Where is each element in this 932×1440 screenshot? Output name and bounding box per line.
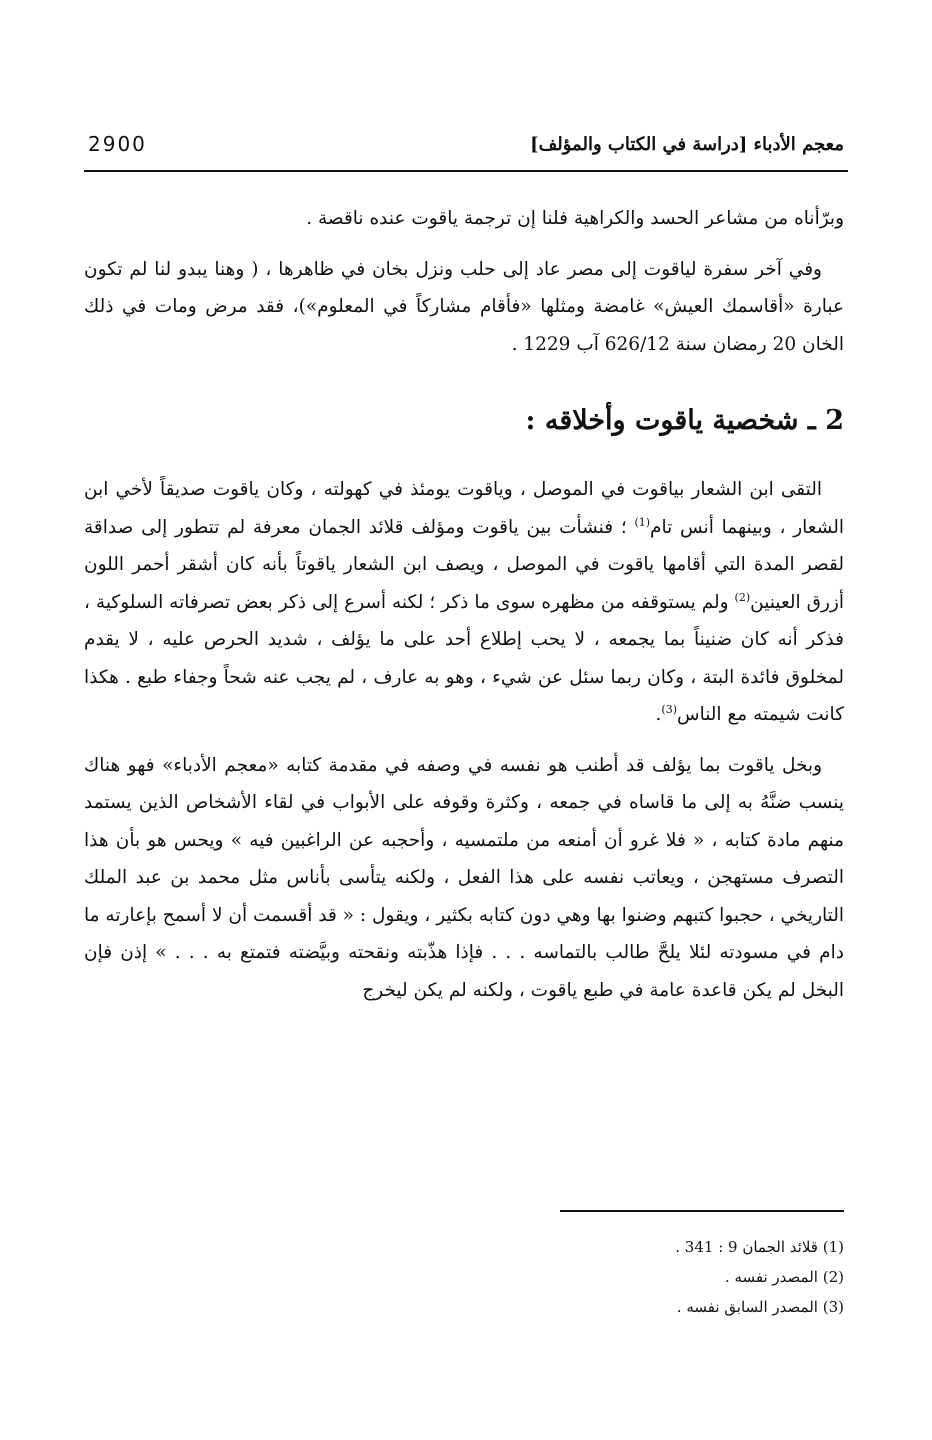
footnote-item: (1) قلائد الجمان 9 : 341 . xyxy=(675,1238,844,1256)
text-run: ولم يستوقفه من مظهره سوى ما ذكر ؛ لكنه أسرع إلى ذكر بعض تصرفاته السلوكية ، فذكر أنه كان ضنيناً بما يجمعه ، لا يحب إطلاع أحد على ما يؤلف ، شديد الحرص عليه ، لا يقدم لمخلوق فائدة البتة ، وكان ربما سئل عن شيء ، وهو به عارف ، لم يجب عنه شحاً وجفاء طبع . هكذا كانت شيمته مع الناس xyxy=(84,591,844,725)
page-header xyxy=(84,124,848,172)
footnote-ref-2: (2) xyxy=(734,590,751,604)
running-title: معجم الأدباء [دراسة في الكتاب والمؤلف] xyxy=(530,134,844,155)
body-text xyxy=(84,200,844,1022)
page-number: 2900 xyxy=(88,132,147,156)
text-run: . xyxy=(655,704,662,725)
paragraph-last-journey: وفي آخر سفرة لياقوت إلى مصر عاد إلى حلب ونزل بخان في ظاهرها ، ( وهنا يبدو لنا لم تكون عبارة «أقاسمك العيش» غامضة ومثلها «فأقام مشاركاً في المعلوم»)، فقد مرض ومات في ذلك الخان 20 رمضان سنة 626/12 آب 1229 . xyxy=(84,258,844,355)
header-rule xyxy=(84,170,848,172)
paragraph-stinginess: وبخل ياقوت بما يؤلف قد أطنب هو نفسه في وصفه في مقدمة كتابه «معجم الأدباء» فهو هناك ينسب ضنَّهُ به إلى ما قاساه في جمعه ، وكثرة وقوفه على الأبواب في لقاء الأشخاص الذين يستمد منهم مادة كتابه ، « فلا غرو أن أمنعه من ملتمسيه ، وأحجبه عن الراغبين فيه » ويحس هو بأن هذا التصرف مستهجن ، ويعاتب نفسه على هذا الفعل ، ولكنه يتأسى بأناس مثل محمد بن عبد الملك التاريخي ، حجبوا كتبهم وضنوا بها وهي دون كتابه بكثير ، ويقول : « قد أقسمت أن لا أسمح بإعارته ما دام في مسودته لئلا يلحَّ طالب بالتماسه . . . فإذا هذّبته ونقحته وبيَّضته فتمتع به . . . » إذن فإن البخل لم يكن قاعدة عامة في طبع ياقوت ، ولكنه لم يكن ليخرج xyxy=(84,754,844,1001)
text-run: التقى ابن الشعار بياقوت في الموصل ، وياقوت يومئذ في كهولته ، وكان ياقوت صديقاً لأخي ابن الشعار ، وبينهما أنس تام xyxy=(84,479,844,538)
footnote-ref-3: (3) xyxy=(661,702,677,716)
section-heading: 2 ـ شخصية ياقوت وأخلاقه : xyxy=(525,405,844,436)
footnotes xyxy=(380,1232,844,1322)
paragraph-ibn-shaar xyxy=(84,471,844,734)
footnote-item: (2) المصدر نفسه . xyxy=(724,1268,844,1286)
footnote-rule xyxy=(560,1210,844,1212)
paragraph-continuation: وبرّأناه من مشاعر الحسد والكراهية فلنا إن ترجمة ياقوت عنده ناقصة . xyxy=(306,208,844,229)
text-run: ؛ فنشأت بين ياقوت ومؤلف قلائد الجمان معرفة لم تتطور إلى صداقة لقصر المدة التي أقامها ياقوت في الموصل ، ويصف ابن الشعار ياقوتاً بأنه كان أشقر أحمر اللون أزرق العينين xyxy=(84,516,844,613)
footnote-item: (3) المصدر السابق نفسه . xyxy=(676,1298,844,1316)
footnote-ref-1: (1) xyxy=(634,515,651,529)
